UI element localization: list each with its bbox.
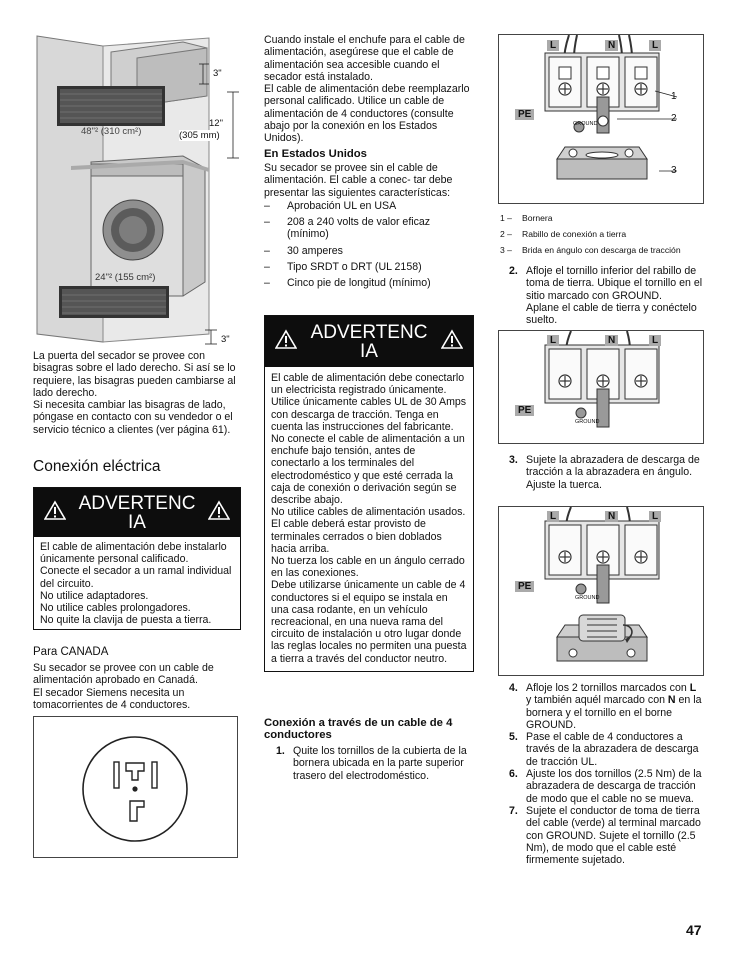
step-2: 2. Afloje el tornillo inferior del rabillo de toma de tierra. Ubique el tornillo en el sitio marcado con GROUND. Aplane el cable de tierra y conéctelo suelto. xyxy=(509,265,703,327)
warning-box-1 xyxy=(33,487,241,630)
terminal-pe-label: PE xyxy=(515,109,534,120)
step-text: Ajuste los dos tornillos (2.5 Nm) de la abrazadera de descarga de tracción de modo que el cable no se mueva. xyxy=(526,768,702,805)
step-text: Quite los tornillos de la cubierta de la bornera ubicada en la parte superior trasero del electrodoméstico. xyxy=(293,745,467,782)
warning-2-line: El cable de alimentación debe conectarlo un electricista registrado únicamente. xyxy=(271,372,465,397)
terminal-n-label: N xyxy=(605,511,618,522)
warning-box-2 xyxy=(264,315,474,672)
middle-steps-list xyxy=(276,745,471,782)
warning-1-line: No utilice cables prolongadores. xyxy=(40,602,191,615)
legend-item: 2 – Rabillo de conexión a tierra xyxy=(500,229,627,239)
warning-2-line: No tuerza los cable en un ángulo cerrado en las conexiones. xyxy=(271,555,465,580)
callout-3: 3 xyxy=(671,165,677,176)
terminal-n-label: N xyxy=(605,40,618,51)
terminal-pe-label: PE xyxy=(515,581,534,592)
hinge-paragraph-2: Si necesita cambiar las bisagras de lado, póngase en contacto con su vendedor o el servicio técnico a clientes (ver página 61). xyxy=(33,399,233,436)
warning-2-line: No utilice cables de alimentación usados. El cable deberá estar provisto de terminales cerrados o bien doblados hacia arriba. xyxy=(271,506,466,555)
step-6: 6. Ajuste los dos tornillos (2.5 Nm) de la abrazadera de descarga de tracción de modo que el cable no se mueva. xyxy=(509,768,702,805)
list-item: – Tipo SRDT o DRT (UL 2158) xyxy=(264,261,474,273)
callout-1: 1 xyxy=(671,91,677,102)
canada-paragraph-1: Su secador se provee con un cable de alimentación aprobado en Canadá. xyxy=(33,662,214,687)
receptacle-figure xyxy=(33,716,238,858)
step-text: Afloje el tornillo inferior del rabillo de toma de tierra. Ubique el tornillo en el sitio marcado con GROUND. xyxy=(526,265,703,302)
section-heading-electrical: Conexión eléctrica xyxy=(33,458,161,475)
warning-1-body xyxy=(34,537,240,629)
terminal-l-label: L xyxy=(649,40,661,51)
warning-2-line: Debe utilizarse únicamente un cable de 4 conductores si el equipo se instala en una casa rodante, en un vehículo recreacional, en una nueva rama del circuito de instalación u otro lugar donde las reglas locales no permiten una puesta a tierra a través del conductor neutro. xyxy=(271,579,467,665)
hinge-paragraph-1: La puerta del secador se provee con bisagras sobre el lado derecho. Si así se lo requiere, las bisagras pueden cambiarse al lado derecho. xyxy=(33,350,236,399)
intro-paragraph-1: Cuando instale el enchufe para el cable de alimentación, asegúrese que el cable de alimentación sea accesible cuando el secador está instalado. xyxy=(264,34,465,83)
step-text: Ajuste la tuerca. xyxy=(526,478,602,491)
terminal-l-label: L xyxy=(547,511,559,522)
warning-2-line: Utilice únicamente cables UL de 30 Amps con descarga de tracción. Tenga en cuenta las instrucciones del fabricante. xyxy=(271,396,467,433)
warning-2-body xyxy=(265,367,473,671)
warning-triangle-icon xyxy=(275,329,297,354)
intro-paragraph-2: El cable de alimentación debe reemplazarlo personal calificado. Utilice un cable de alimentación de 4 conductores (consulte abajo por la conexión en los Estados Unidos). xyxy=(264,83,470,145)
warning-triangle-icon xyxy=(208,500,230,525)
terminal-l-label: L xyxy=(649,511,661,522)
step-text: Sujete el conductor de toma de tierra del cable (verde) al terminal marcado con GROUND. Sujete el tornillo (2.5 Nm), de modo que el cable esté firmemente sujetado. xyxy=(526,804,701,867)
warning-2-header xyxy=(265,316,473,367)
vent-top-area-label: 48"² (310 cm²) xyxy=(81,126,142,137)
four-wire-receptacle-icon xyxy=(34,717,237,857)
step-text: Aplane el cable de tierra y conéctelo suelto. xyxy=(526,301,697,327)
legend-item: 3 – Brida en ángulo con descarga de tracción xyxy=(500,245,681,255)
legend-item: 1 – Bornera xyxy=(500,213,553,223)
ground-label: GROUND xyxy=(575,595,600,601)
terminal-block-figure-3 xyxy=(498,506,704,676)
warning-1-line: No quite la clavija de puesta a tierra. xyxy=(40,614,212,627)
dim-top-label: 3" xyxy=(213,68,222,79)
ground-label: GROUND xyxy=(573,121,598,127)
canada-heading: Para CANADA xyxy=(33,646,109,658)
terminal-block-figure-1 xyxy=(498,34,704,204)
terminal-block-illustration xyxy=(499,331,703,443)
terminal-l-label: L xyxy=(547,40,559,51)
warning-1-line: El cable de alimentación debe instalarlo únicamente personal calificado. xyxy=(40,541,227,566)
ground-label: GROUND xyxy=(575,419,600,425)
dryer-installation-figure xyxy=(33,34,239,348)
warning-2-line: No conecte el cable de alimentación a un enchufe bajo tensión, antes de conectarlo a los terminales del electrodoméstico y que esté cerrada la caja de conexión o derivación según se describe abajo. xyxy=(271,433,465,507)
warning-1-title: ADVERTENCIA xyxy=(78,492,196,533)
right-steps-4-7 xyxy=(509,682,704,866)
terminal-l-label: L xyxy=(649,335,661,346)
warning-1-line: No utilice adaptadores. xyxy=(40,589,149,602)
terminal-block-figure-2 xyxy=(498,330,704,444)
right-step-3 xyxy=(509,454,704,491)
us-requirements-list xyxy=(264,200,474,290)
warning-1-header xyxy=(34,488,240,537)
intro-text xyxy=(264,34,474,145)
warning-triangle-icon xyxy=(44,500,66,525)
hinge-text xyxy=(33,350,241,436)
warning-triangle-icon xyxy=(441,329,463,354)
dim-side-inch-label: 12" xyxy=(209,118,223,129)
terminal-l-label: L xyxy=(547,335,559,346)
step-1 xyxy=(276,745,471,782)
dryer-closet-illustration xyxy=(33,34,239,348)
step-4: 4. Afloje los 2 tornillos marcados con L y también aquél marcado con N en la bornera y el tornillo en el borne GROUND. xyxy=(509,682,702,731)
list-item: – 30 amperes xyxy=(264,245,474,257)
step-7: 7. Sujete el conductor de toma de tierra del cable (verde) al terminal marcado con GROUND. Sujete el tornillo (2.5 Nm), de modo que el cable esté firmemente sujetado. xyxy=(509,804,701,867)
list-item: – Cinco pie de longitud (mínimo) xyxy=(264,277,474,289)
us-text xyxy=(264,162,474,290)
right-step-2 xyxy=(509,265,704,326)
step-text: Pase el cable de 4 conductores a través de la abrazadera de descarga de tracción UL. xyxy=(526,731,699,768)
warning-1-line: Conecte el secador a un ramal individual del circuito. xyxy=(40,565,232,590)
page-number: 47 xyxy=(686,922,702,938)
four-wire-connection-heading: Conexión a través de un cable de 4 conductores xyxy=(264,717,453,742)
dim-side-mm-label: (305 mm) xyxy=(179,130,220,141)
figure-legend xyxy=(500,210,710,258)
step-5: 5. Pase el cable de 4 conductores a través de la abrazadera de descarga de tracción UL. xyxy=(509,731,699,768)
step-number: 1. xyxy=(276,745,285,757)
callout-2: 2 xyxy=(671,113,677,124)
us-paragraph: Su secador se provee sin el cable de alimentación. El cable a conec- tar debe presentar las siguientes características: xyxy=(264,162,453,199)
us-heading: En Estados Unidos xyxy=(264,148,367,160)
vent-bottom-area-label: 24"² (155 cm²) xyxy=(95,272,156,283)
list-item: – Aprobación UL en USA xyxy=(264,200,474,212)
canada-text xyxy=(33,662,241,711)
terminal-pe-label: PE xyxy=(515,405,534,416)
dim-bottom-label: 3" xyxy=(221,334,230,345)
terminal-n-label: N xyxy=(605,335,618,346)
step-text: Sujete la abrazadera de descarga de tracción a la abrazadera en ángulo. xyxy=(526,454,700,479)
canada-paragraph-2: El secador Siemens necesita un tomacorrientes de 4 conductores. xyxy=(33,686,191,711)
step-3: 3. Sujete la abrazadera de descarga de tracción a la abrazadera en ángulo. Ajuste la tuerca. xyxy=(509,454,700,491)
warning-2-title: ADVERTENCIA xyxy=(310,321,428,362)
list-item: – 208 a 240 volts de valor eficaz (mínimo) xyxy=(264,216,474,241)
